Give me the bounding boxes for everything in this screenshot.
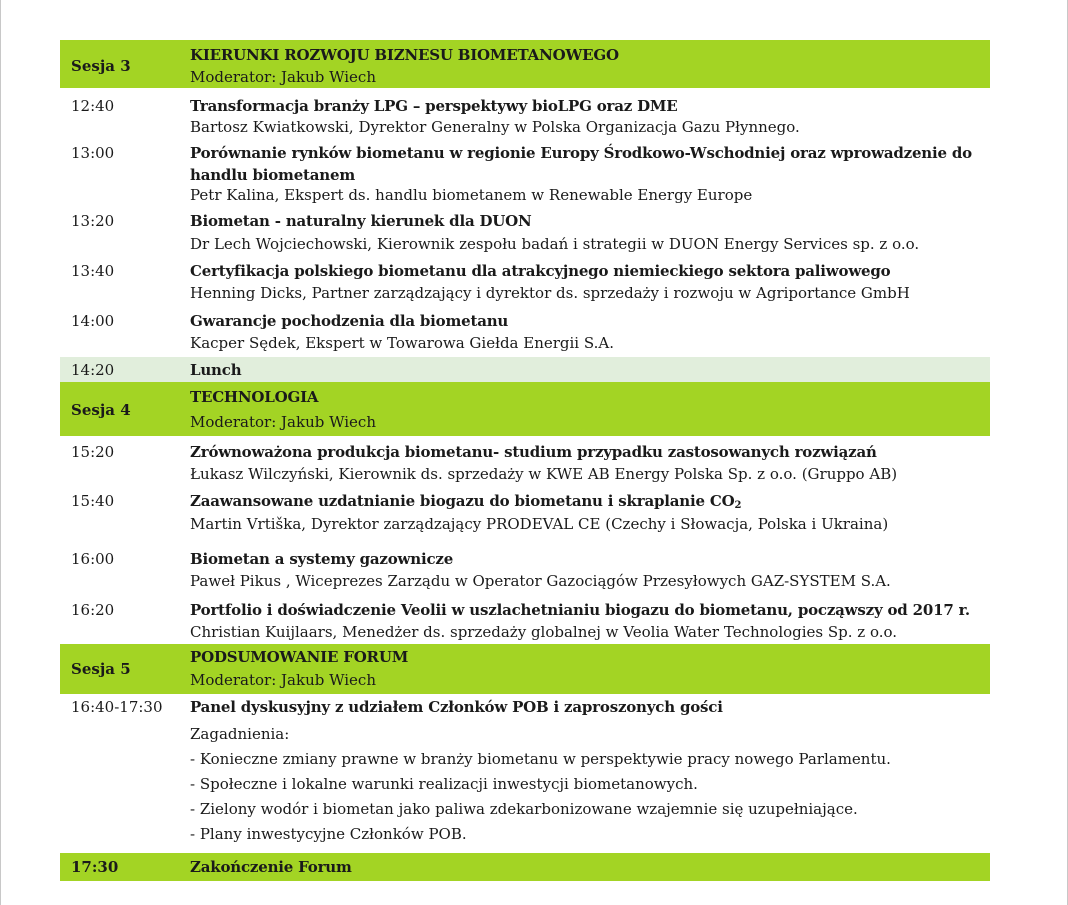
item-speaker: Bartosz Kwiatkowski, Dyrektor Generalny w Polska Organizacja Gazu Płynnego.	[190, 118, 800, 136]
session-label: Sesja 5	[71, 660, 131, 678]
item-title: Portfolio i doświadczenie Veolii w uszlachetnianiu biogazu do biometanu, począwszy od 2017 r.	[190, 601, 970, 619]
topic-item: - Społeczne i lokalne warunki realizacji inwestycji biometanowych.	[190, 775, 698, 793]
closing-row	[60, 853, 990, 881]
item-title: Panel dyskusyjny z udziałem Członków POB i zaproszonych gości	[190, 698, 723, 716]
lunch-label: Lunch	[190, 361, 242, 379]
page-edge-left	[0, 0, 1, 905]
item-speaker: Martin Vrtiška, Dyrektor zarządzający PRODEVAL CE (Czechy i Słowacja, Polska i Ukraina)	[190, 515, 889, 533]
subscript-two: 2	[734, 500, 742, 511]
topics-heading: Zagadnienia:	[190, 725, 290, 743]
item-title: Gwarancje pochodzenia dla biometanu	[190, 312, 509, 330]
session-moderator: Moderator: Jakub Wiech	[190, 671, 376, 689]
agenda-item	[60, 596, 990, 644]
item-title-text: Zaawansowane uzdatnianie biogazu do biometanu i skraplanie CO	[190, 492, 735, 510]
lunch-time: 14:20	[71, 361, 115, 379]
agenda-item	[60, 545, 990, 596]
item-time: 13:20	[71, 212, 115, 230]
agenda-item	[60, 490, 990, 545]
item-time: 15:20	[71, 443, 115, 461]
topic-item: - Konieczne zmiany prawne w branży biometanu w perspektywie pracy nowego Parlamentu.	[190, 750, 891, 768]
item-speaker: Dr Lech Wojciechowski, Kierownik zespołu badań i strategii w DUON Energy Services sp. z o.o.	[190, 235, 920, 253]
item-time: 16:20	[71, 601, 115, 619]
session-label: Sesja 4	[71, 401, 131, 419]
session-moderator: Moderator: Jakub Wiech	[190, 413, 376, 431]
item-title: Biometan a systemy gazownicze	[190, 550, 454, 568]
topic-item: - Plany inwestycyjne Członków POB.	[190, 825, 467, 843]
topic-item: - Zielony wodór i biometan jako paliwa zdekarbonizowane wzajemnie się uzupełniające.	[190, 800, 858, 818]
item-time: 13:00	[71, 144, 115, 162]
session-title: KIERUNKI ROZWOJU BIZNESU BIOMETANOWEGO	[190, 46, 619, 64]
closing-label: Zakończenie Forum	[190, 858, 352, 876]
lunch-row	[60, 357, 990, 382]
item-title: Biometan - naturalny kierunek dla DUON	[190, 212, 532, 230]
session-header-3	[60, 40, 990, 88]
session-title: PODSUMOWANIE FORUM	[190, 648, 409, 666]
agenda-item	[60, 439, 990, 490]
closing-time: 17:30	[71, 858, 119, 876]
item-time: 14:00	[71, 312, 115, 330]
item-title: Porównanie rynków biometanu w regionie Europy Środkowo-Wschodniej oraz wprowadzenie do handlu biometanem	[190, 144, 972, 184]
session-header-5	[60, 644, 990, 694]
item-title: Zrównoważona produkcja biometanu- studium przypadku zastosowanych rozwiązań	[190, 443, 877, 461]
item-time: 16:40-17:30	[71, 698, 163, 716]
session-title: TECHNOLOGIA	[190, 388, 319, 406]
panel-topics	[190, 722, 980, 847]
item-speaker: Petr Kalina, Ekspert ds. handlu biometanem w Renewable Energy Europe	[190, 186, 753, 204]
session-moderator: Moderator: Jakub Wiech	[190, 68, 376, 86]
item-speaker: Łukasz Wilczyński, Kierownik ds. sprzedaży w KWE AB Energy Polska Sp. z o.o. (Gruppo AB)	[190, 465, 898, 483]
item-time: 12:40	[71, 97, 115, 115]
item-time: 13:40	[71, 262, 115, 280]
agenda-item	[60, 206, 990, 256]
item-speaker: Henning Dicks, Partner zarządzający i dyrektor ds. sprzedaży i rozwoju w Agriportance GmbH	[190, 284, 910, 302]
item-speaker: Paweł Pikus , Wiceprezes Zarządu w Operator Gazociągów Przesyłowych GAZ-SYSTEM S.A.	[190, 572, 891, 590]
session-label: Sesja 3	[71, 57, 131, 75]
item-speaker: Christian Kuijlaars, Menedżer ds. sprzedaży globalnej w Veolia Water Technologies Sp. z o.o.	[190, 623, 898, 641]
item-time: 16:00	[71, 550, 115, 568]
panel-item	[60, 694, 990, 853]
agenda-table	[60, 40, 990, 881]
session-header-4	[60, 382, 990, 436]
agenda-item	[60, 91, 990, 138]
agenda-item	[60, 256, 990, 307]
agenda-item	[60, 307, 990, 357]
agenda-item	[60, 138, 990, 206]
item-title: Transformacja branży LPG – perspektywy bioLPG oraz DME	[190, 97, 678, 115]
item-speaker: Kacper Sędek, Ekspert w Towarowa Giełda Energii S.A.	[190, 334, 614, 352]
item-time: 15:40	[71, 492, 115, 510]
item-title: Certyfikacja polskiego biometanu dla atrakcyjnego niemieckiego sektora paliwowego	[190, 262, 891, 280]
